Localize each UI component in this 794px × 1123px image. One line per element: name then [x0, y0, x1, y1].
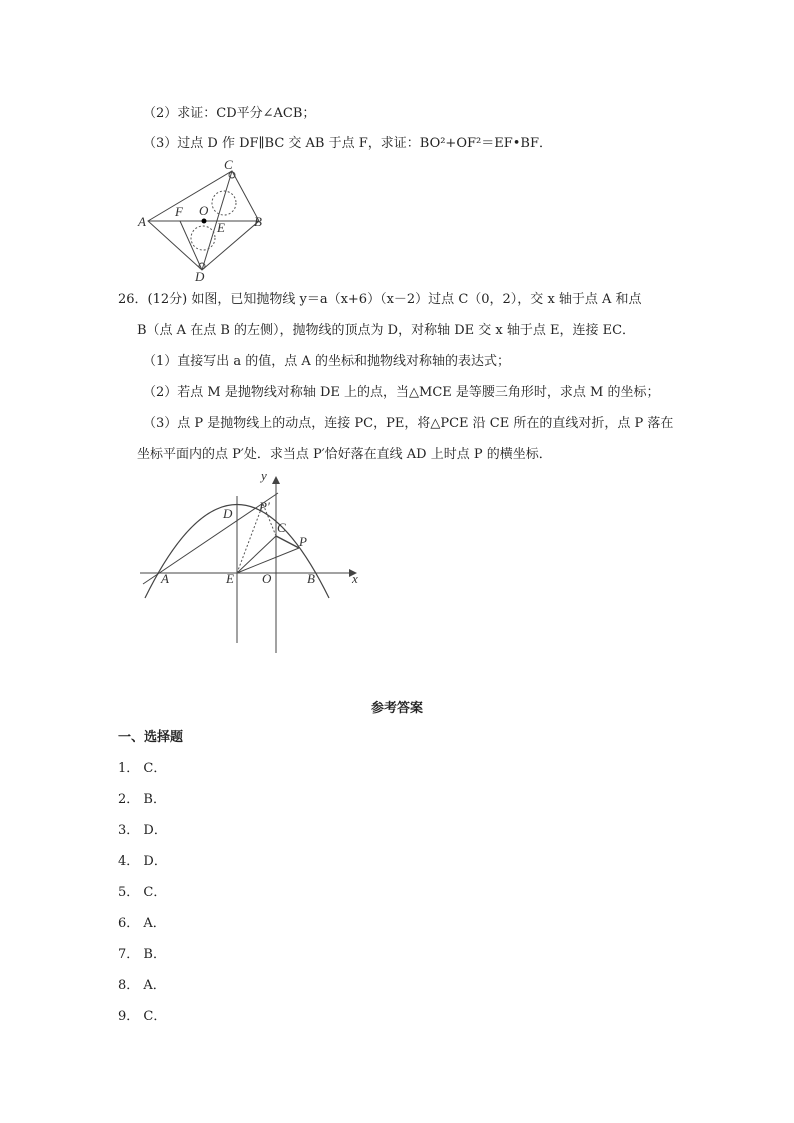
q26-label-Pprime: P′ — [259, 499, 270, 514]
q26-figure — [135, 466, 370, 658]
answers-section-title: 一、选择题 — [118, 730, 184, 745]
q26-label-D: D — [223, 506, 233, 521]
answer-item: 3． D． — [118, 823, 167, 838]
q26-stem-line2: B（点 A 在点 B 的左侧），抛物线的顶点为 D，对称轴 DE 交 x 轴于点 E，连接 EC． — [137, 323, 636, 338]
q25-center-O — [202, 219, 207, 224]
q25-label-C: C — [224, 158, 233, 172]
q26-segment-EP — [237, 548, 299, 573]
q25-part2: （2）求证：CD平分∠ACB； — [143, 106, 316, 121]
q26-dashed-EPprime — [237, 504, 263, 573]
q26-label-B: B — [307, 571, 315, 586]
answer-item: 6． A． — [118, 916, 166, 931]
q25-label-D: D — [195, 269, 205, 283]
answer-item: 7． B． — [118, 947, 166, 962]
q26-label-A: A — [161, 571, 169, 586]
q26-y-axis-arrow — [272, 476, 280, 484]
q26-label-x: x — [352, 571, 358, 586]
q25-figure — [135, 158, 270, 283]
answers-title: 参考答案 — [370, 701, 423, 716]
q25-label-O: O — [199, 203, 209, 218]
q25-label-B: B — [254, 214, 262, 229]
q26-label-y: y — [261, 468, 267, 483]
q26-segment-EC — [237, 536, 276, 573]
q26-part3-line1: （3）点 P 是抛物线上的动点，连接 PC，PE，将△PCE 沿 CE 所在的直线对折，点 P 落在 — [143, 416, 674, 431]
q25-label-A: A — [138, 214, 146, 229]
q25-dashed-circle-upper — [212, 191, 236, 215]
answer-item: 1． C． — [118, 761, 167, 776]
q25-part3: （3）过点 D 作 DF∥BC 交 AB 于点 F，求证：BO²+OF²＝EF•BF． — [143, 136, 552, 151]
answer-item: 5． C． — [118, 885, 167, 900]
q26-label-P: P — [299, 534, 307, 549]
q26-part1: （1）直接写出 a 的值，点 A 的坐标和抛物线对称轴的表达式； — [143, 354, 510, 369]
q26-label-C: C — [277, 520, 286, 535]
q26-stem-line1: 26．(12分) 如图，已知抛物线 y＝a（x+6）（x－2）过点 C（0，2），交 x 轴于点 A 和点 — [118, 292, 642, 307]
q26-part3-line2: 坐标平面内的点 P′处．求当点 P′恰好落在直线 AD 上时点 P 的横坐标． — [137, 447, 552, 462]
q25-label-E: E — [217, 220, 225, 235]
q26-part2: （2）若点 M 是抛物线对称轴 DE 上的点，当△MCE 是等腰三角形时，求点 M 的坐标； — [143, 385, 660, 400]
q25-label-F: F — [175, 204, 183, 219]
q26-label-O: O — [262, 571, 272, 586]
answer-item: 9． C． — [118, 1009, 167, 1024]
answer-item: 4． D． — [118, 854, 167, 869]
q25-segment-DF — [180, 221, 202, 270]
answer-item: 8． A． — [118, 978, 166, 993]
q26-label-E: E — [226, 571, 234, 586]
answer-item: 2． B． — [118, 792, 166, 807]
